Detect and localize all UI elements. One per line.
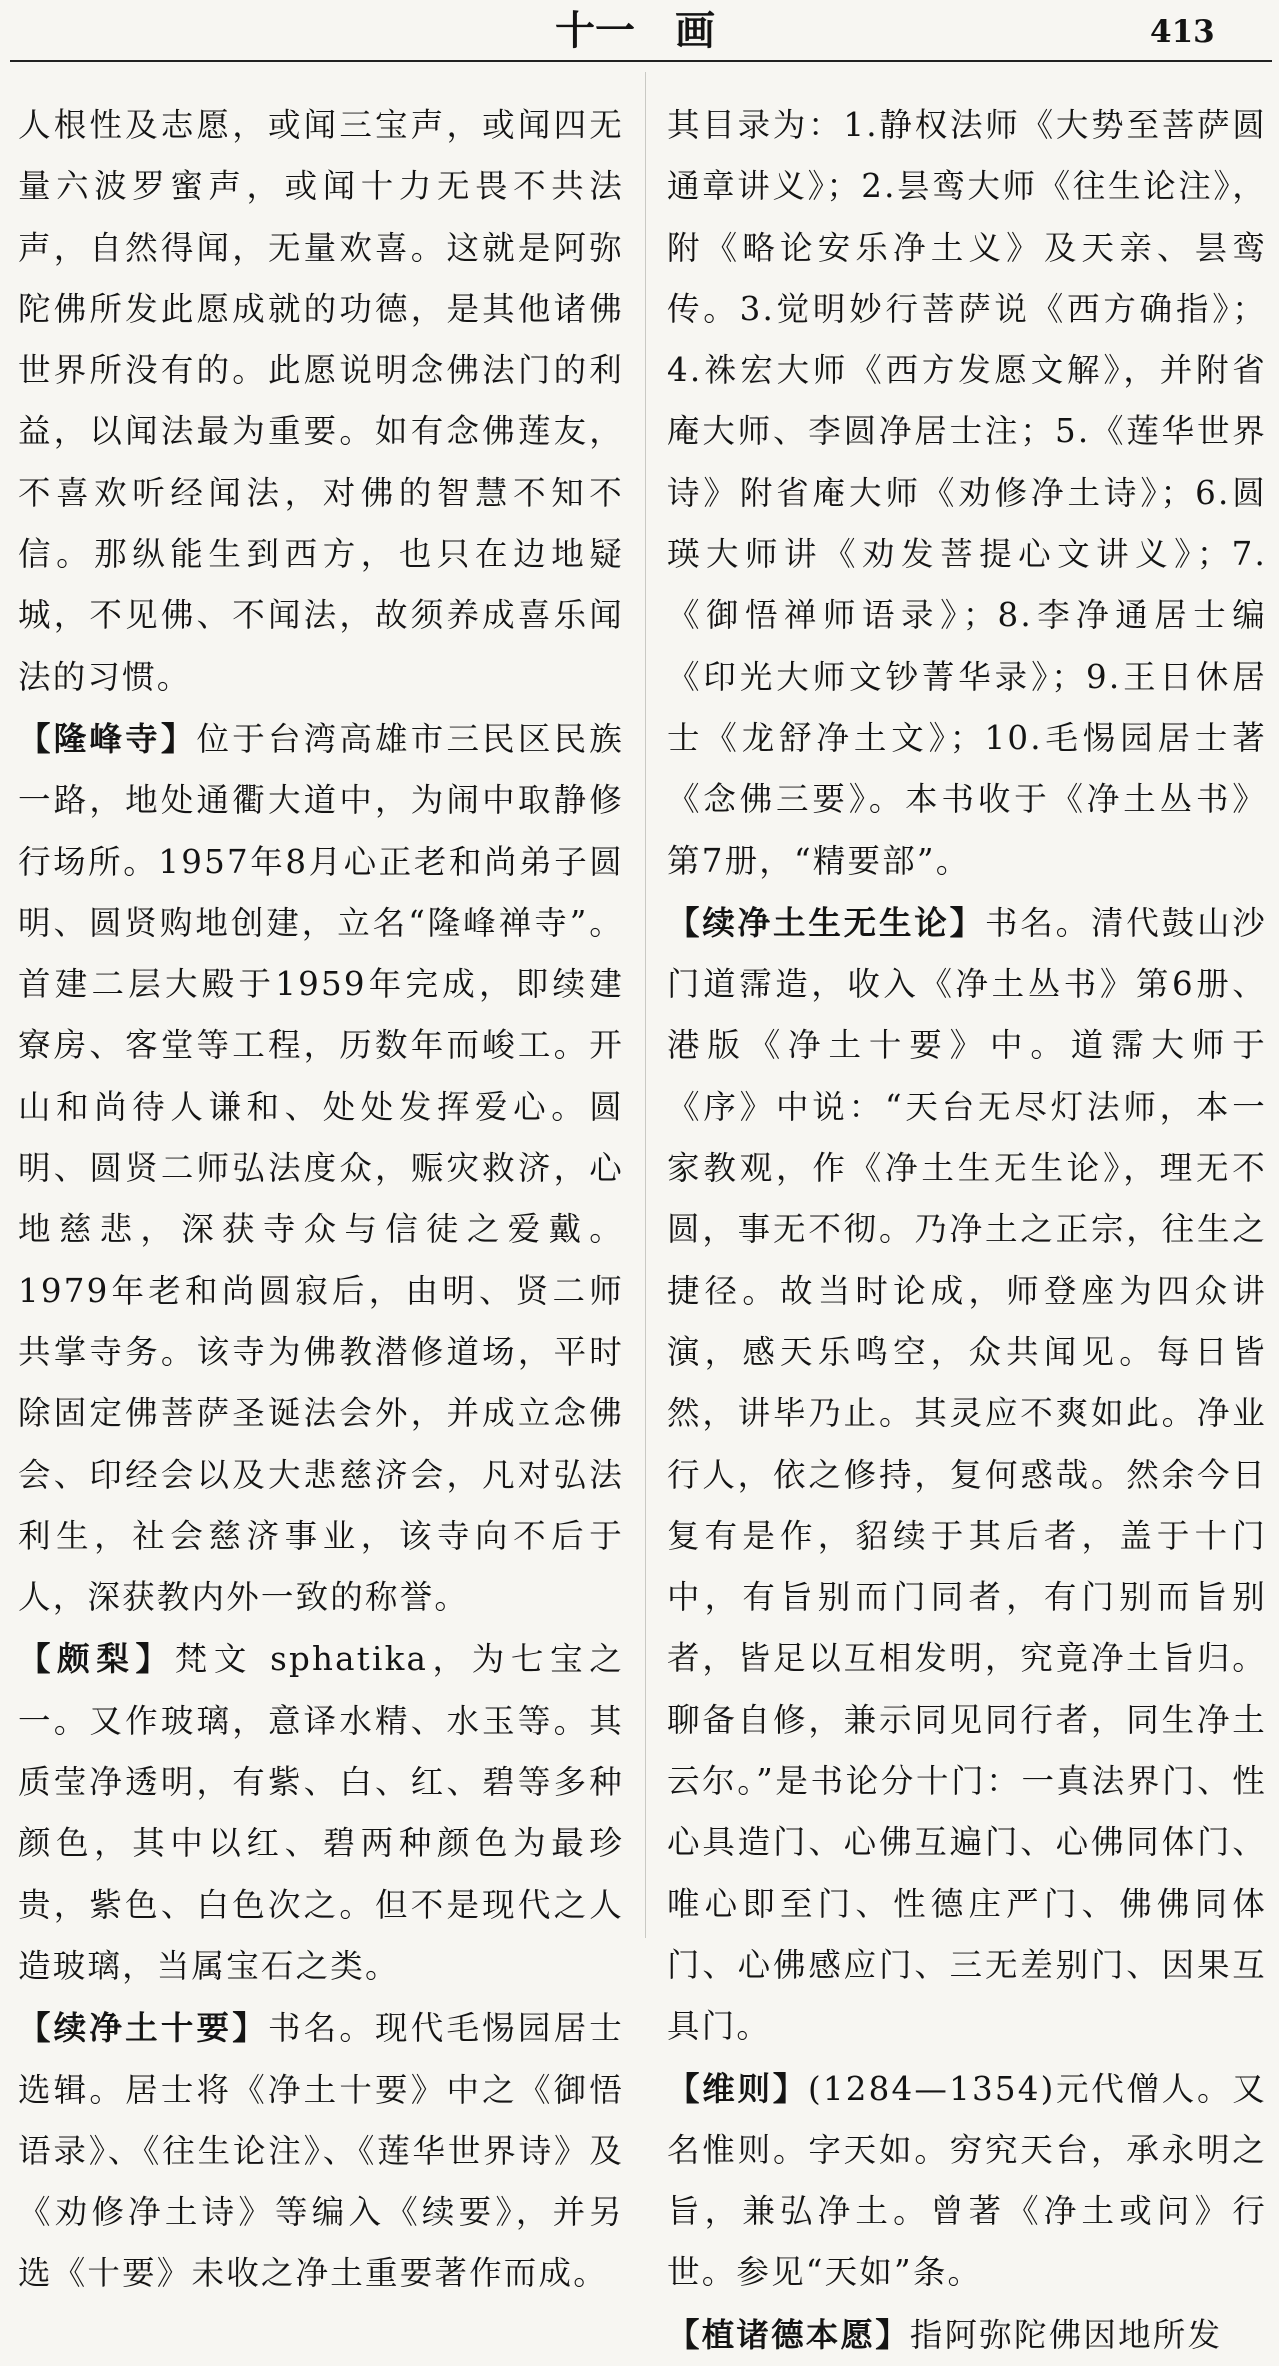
entry-continuation bbox=[18, 94, 624, 708]
entry-text: (1284—1354)元代僧人。又名惟则。字天如。穷究天台，承永明之旨，兼弘净土。曾著《净土或问》行世。参见“天如”条。 bbox=[667, 2069, 1267, 2292]
entry-text: 人根性及志愿，或闻三宝声，或闻四无量六波罗蜜声，或闻十力无畏不共法声，自然得闻，无量欢喜。这就是阿弥陀佛所发此愿成就的功德，是其他诸佛世界所没有的。此愿说明念佛法门的利益，以闻法最为重要。如有念佛莲友，不喜欢听经闻法，对佛的智慧不知不信。那纵能生到西方，也只在边地疑城，不见佛、不闻法，故须养成喜乐闻法的习惯。 bbox=[18, 106, 624, 696]
page-header bbox=[0, 0, 1279, 72]
entry-text: 梵文 sphatika，为七宝之一。又作玻璃，意译水精、水玉等。其质莹净透明，有紫、白、红、碧等多种颜色，其中以红、碧两种颜色为最珍贵，紫色、白色次之。但不是现代之人造玻璃，当属宝石之类。 bbox=[18, 1640, 624, 1985]
entry-headword: 【续净土生无生论】 bbox=[667, 902, 985, 942]
column-divider bbox=[645, 72, 646, 1938]
page-number: 413 bbox=[1150, 14, 1215, 50]
entry-text: 书名。清代鼓山沙门道霈造，收入《净土丛书》第6册、港版《净土十要》中。道霈大师于《序》中说：“天台无尽灯法师，本一家教观，作《净土生无生论》，理无不圆，事无不彻。乃净土之正宗，往生之捷径。故当时论成，师登座为四众讲演，感天乐鸣空，众共闻见。每日皆然，讲毕乃止。其灵应不爽如此。净业行人，依之修持，复何惑哉。然余今日复有是作，貂续于其后者，盖于十门中，有旨别而门同者，有门别而旨别者，皆足以互相发明，究竟净土旨归。聊备自修，兼示同见同行者，同生净土云尔。”是书论分十门：一真法界门、性心具造门、心佛互遍门、心佛同体门、唯心即至门、性德庄严门、佛佛同体门、心佛感应门、三无差别门、因果互具门。 bbox=[667, 903, 1267, 2046]
left-column bbox=[18, 94, 624, 2305]
entry-xu-jingtu-shengwusheng-lun bbox=[667, 892, 1267, 2058]
entry-continuation bbox=[667, 94, 1267, 892]
entry-text: 书名。现代毛惕园居士选辑。居士将《净土十要》中之《御悟语录》、《往生论注》、《莲华世界诗》及《劝修净土诗》等编入《续要》，并另选《十要》未收之净土重要著作而成。 bbox=[18, 2009, 624, 2293]
section-title: 十一 画 bbox=[555, 7, 715, 54]
entry-headword: 【植诸德本愿】 bbox=[667, 2314, 910, 2354]
entry-headword: 【维则】 bbox=[667, 2068, 809, 2108]
entry-zhi-zhu-deben-yuan bbox=[667, 2304, 1267, 2366]
entry-xu-jingtu-shiyao bbox=[18, 1997, 624, 2304]
entry-text: 其目录为：1.静权法师《大势至菩萨圆通章讲义》；2.昙鸾大师《往生论注》，附《略论安乐净土义》及天亲、昙鸾传。3.觉明妙行菩萨说《西方确指》；4.袾宏大师《西方发愿文解》，并附省庵大师、李圆净居士注；5.《莲华世界诗》附省庵大师《劝修净土诗》；6.圆瑛大师讲《劝发菩提心文讲义》；7.《御悟禅师语录》；8.李净通居士编《印光大师文钞菁华录》；9.王日休居士《龙舒净土文》；10.毛惕园居士著《念佛三要》。本书收于《净土丛书》第7册，“精要部”。 bbox=[667, 106, 1267, 880]
entry-headword: 【隆峰寺】 bbox=[18, 718, 197, 758]
header-rule bbox=[10, 60, 1272, 62]
entry-headword: 【颇梨】 bbox=[18, 1639, 175, 1679]
entry-headword: 【续净土十要】 bbox=[18, 2008, 268, 2048]
entry-weize bbox=[667, 2058, 1267, 2304]
entry-text: 位于台湾高雄市三民区民族一路，地处通衢大道中，为闹中取静修行场所。1957年8月心正老和尚弟子圆明、圆贤购地创建，立名“隆峰禅寺”。首建二层大殿于1959年完成，即续建寮房、客堂等工程，历数年而峻工。开山和尚待人谦和、处处发挥爱心。圆明、圆贤二师弘法度众，赈灾救济，心地慈悲，深获寺众与信徒之爱戴。1979年老和尚圆寂后，由明、贤二师共掌寺务。该寺为佛教潜修道场，平时除固定佛菩萨圣诞法会外，并成立念佛会、印经会以及大悲慈济会，凡对弘法利生，社会慈济事业，该寺向不后于人，深获教内外一致的称誉。 bbox=[18, 719, 624, 1617]
entry-longfeng-temple bbox=[18, 708, 624, 1628]
right-column bbox=[667, 94, 1267, 2366]
entry-text: 指阿弥陀佛因地所发 bbox=[909, 2315, 1223, 2354]
